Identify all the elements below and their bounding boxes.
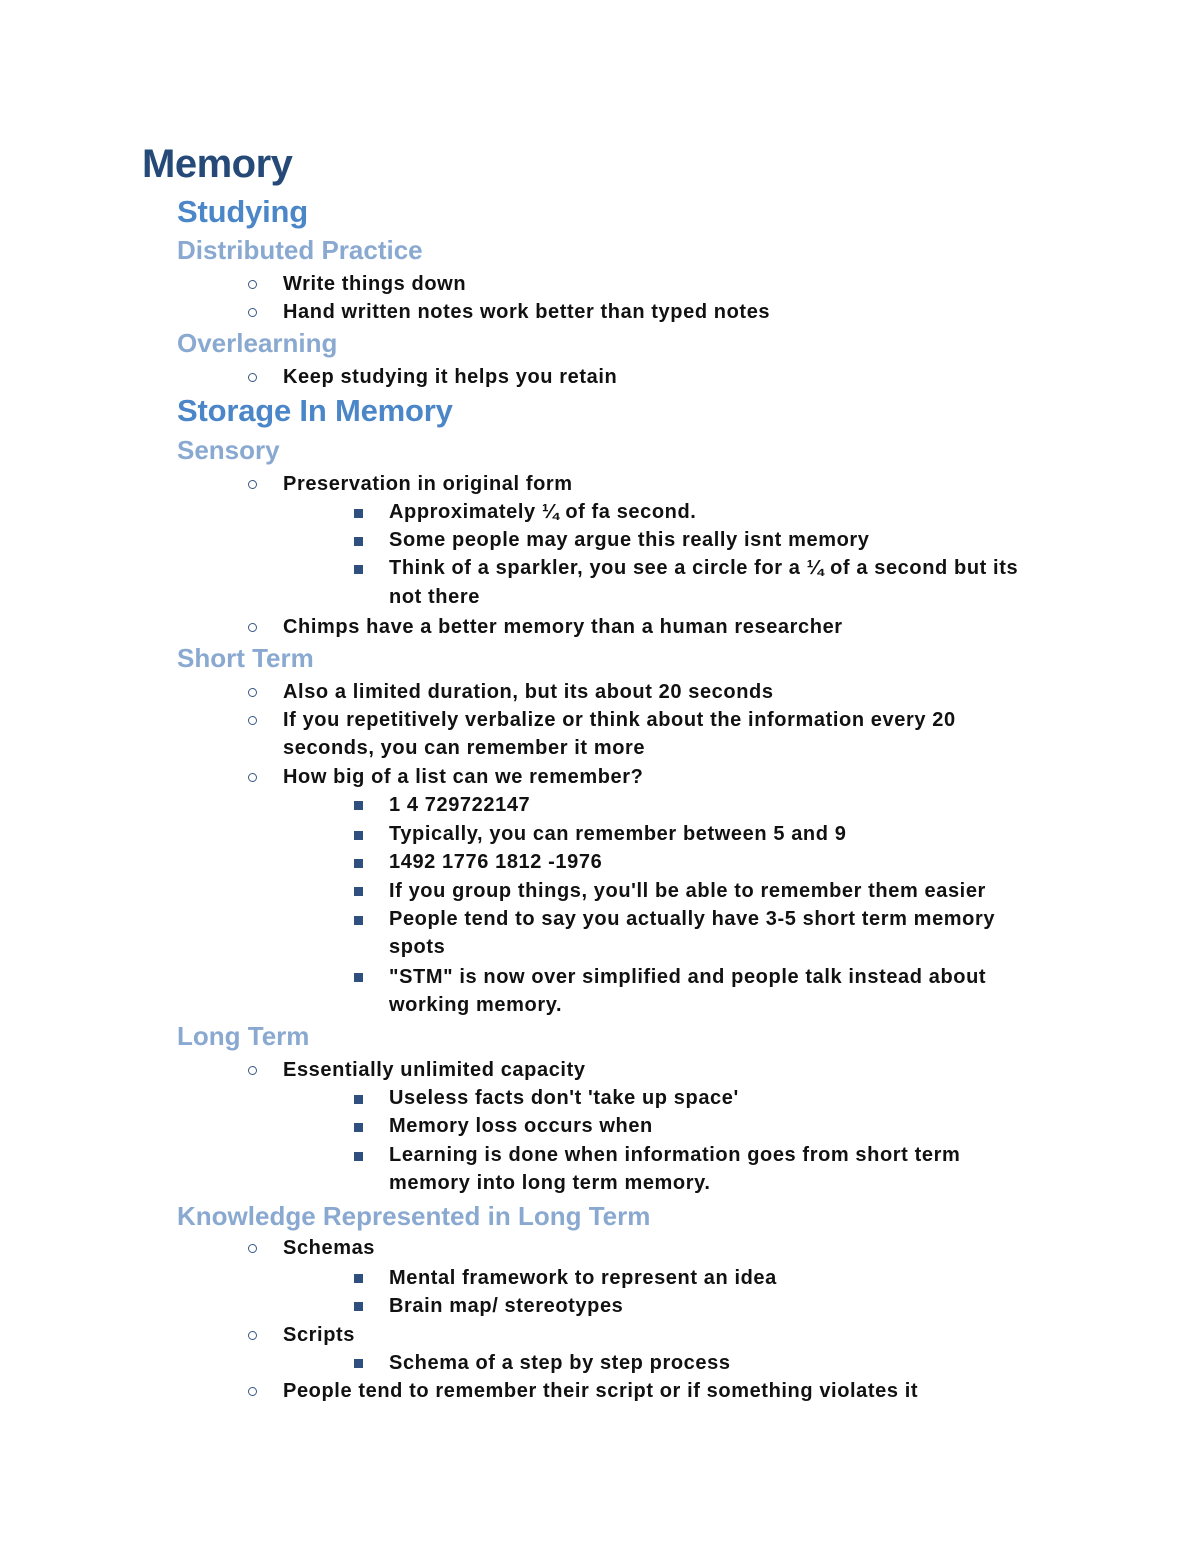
circle-bullet-icon bbox=[248, 280, 257, 289]
circle-bullet-icon bbox=[248, 1331, 257, 1340]
list-item: How big of a list can we remember? bbox=[283, 766, 644, 788]
square-bullet-icon bbox=[354, 1123, 363, 1132]
list-item: 1 4 729722147 bbox=[389, 794, 531, 816]
list-item: Mental framework to represent an idea bbox=[389, 1267, 777, 1289]
heading-storage-in-memory: Storage In Memory bbox=[177, 393, 453, 428]
circle-bullet-icon bbox=[248, 480, 257, 489]
list-item: Hand written notes work better than typed notes bbox=[283, 301, 771, 323]
list-item-continuation: spots bbox=[389, 936, 446, 958]
heading-long-term: Long Term bbox=[177, 1021, 310, 1051]
circle-bullet-icon bbox=[248, 373, 257, 382]
square-bullet-icon bbox=[354, 1274, 363, 1283]
list-item: 1492 1776 1812 -1976 bbox=[389, 851, 603, 873]
list-item: Chimps have a better memory than a human researcher bbox=[283, 616, 843, 638]
list-item-continuation: working memory. bbox=[389, 994, 563, 1016]
circle-bullet-icon bbox=[248, 308, 257, 317]
square-bullet-icon bbox=[354, 1095, 363, 1104]
list-item: Learning is done when information goes from short term bbox=[389, 1144, 961, 1166]
square-bullet-icon bbox=[354, 887, 363, 896]
square-bullet-icon bbox=[354, 1302, 363, 1311]
list-item: Typically, you can remember between 5 and 9 bbox=[389, 823, 847, 845]
list-item: Essentially unlimited capacity bbox=[283, 1059, 586, 1081]
circle-bullet-icon bbox=[248, 623, 257, 632]
square-bullet-icon bbox=[354, 565, 363, 574]
list-item-continuation: not there bbox=[389, 586, 480, 608]
list-item: Schema of a step by step process bbox=[389, 1352, 731, 1374]
square-bullet-icon bbox=[354, 916, 363, 925]
heading-short-term: Short Term bbox=[177, 643, 314, 673]
heading-overlearning: Overlearning bbox=[177, 328, 338, 358]
list-item: Some people may argue this really isnt memory bbox=[389, 529, 870, 551]
square-bullet-icon bbox=[354, 973, 363, 982]
circle-bullet-icon bbox=[248, 773, 257, 782]
list-item: "STM" is now over simplified and people talk instead about bbox=[389, 966, 987, 988]
list-item: Useless facts don't 'take up space' bbox=[389, 1087, 739, 1109]
list-item: Also a limited duration, but its about 20 seconds bbox=[283, 681, 774, 703]
list-item: People tend to remember their script or if something violates it bbox=[283, 1380, 919, 1402]
square-bullet-icon bbox=[354, 1152, 363, 1161]
list-item: Preservation in original form bbox=[283, 473, 573, 495]
circle-bullet-icon bbox=[248, 688, 257, 697]
list-item: Approximately ¼ of fa second. bbox=[389, 501, 697, 523]
list-item: Memory loss occurs when bbox=[389, 1115, 653, 1137]
list-item: Brain map/ stereotypes bbox=[389, 1295, 624, 1317]
list-item: Write things down bbox=[283, 273, 467, 295]
list-item: Scripts bbox=[283, 1324, 356, 1346]
list-item: Schemas bbox=[283, 1237, 376, 1259]
square-bullet-icon bbox=[354, 859, 363, 868]
list-item: Keep studying it helps you retain bbox=[283, 366, 618, 388]
circle-bullet-icon bbox=[248, 1244, 257, 1253]
square-bullet-icon bbox=[354, 1359, 363, 1368]
circle-bullet-icon bbox=[248, 716, 257, 725]
circle-bullet-icon bbox=[248, 1066, 257, 1075]
square-bullet-icon bbox=[354, 831, 363, 840]
heading-knowledge-represented: Knowledge Represented in Long Term bbox=[177, 1201, 651, 1231]
circle-bullet-icon bbox=[248, 1387, 257, 1396]
list-item: People tend to say you actually have 3-5 short term memory bbox=[389, 908, 996, 930]
square-bullet-icon bbox=[354, 509, 363, 518]
square-bullet-icon bbox=[354, 537, 363, 546]
page-title: Memory bbox=[142, 142, 293, 186]
list-item: If you group things, you'll be able to remember them easier bbox=[389, 880, 986, 902]
list-item-continuation: seconds, you can remember it more bbox=[283, 737, 646, 759]
heading-sensory: Sensory bbox=[177, 435, 280, 465]
list-item: If you repetitively verbalize or think about the information every 20 bbox=[283, 709, 956, 731]
heading-studying: Studying bbox=[177, 194, 308, 229]
list-item-continuation: memory into long term memory. bbox=[389, 1172, 711, 1194]
list-item: Think of a sparkler, you see a circle for a ¼ of a second but its bbox=[389, 557, 1019, 579]
heading-distributed-practice: Distributed Practice bbox=[177, 235, 423, 265]
square-bullet-icon bbox=[354, 801, 363, 810]
